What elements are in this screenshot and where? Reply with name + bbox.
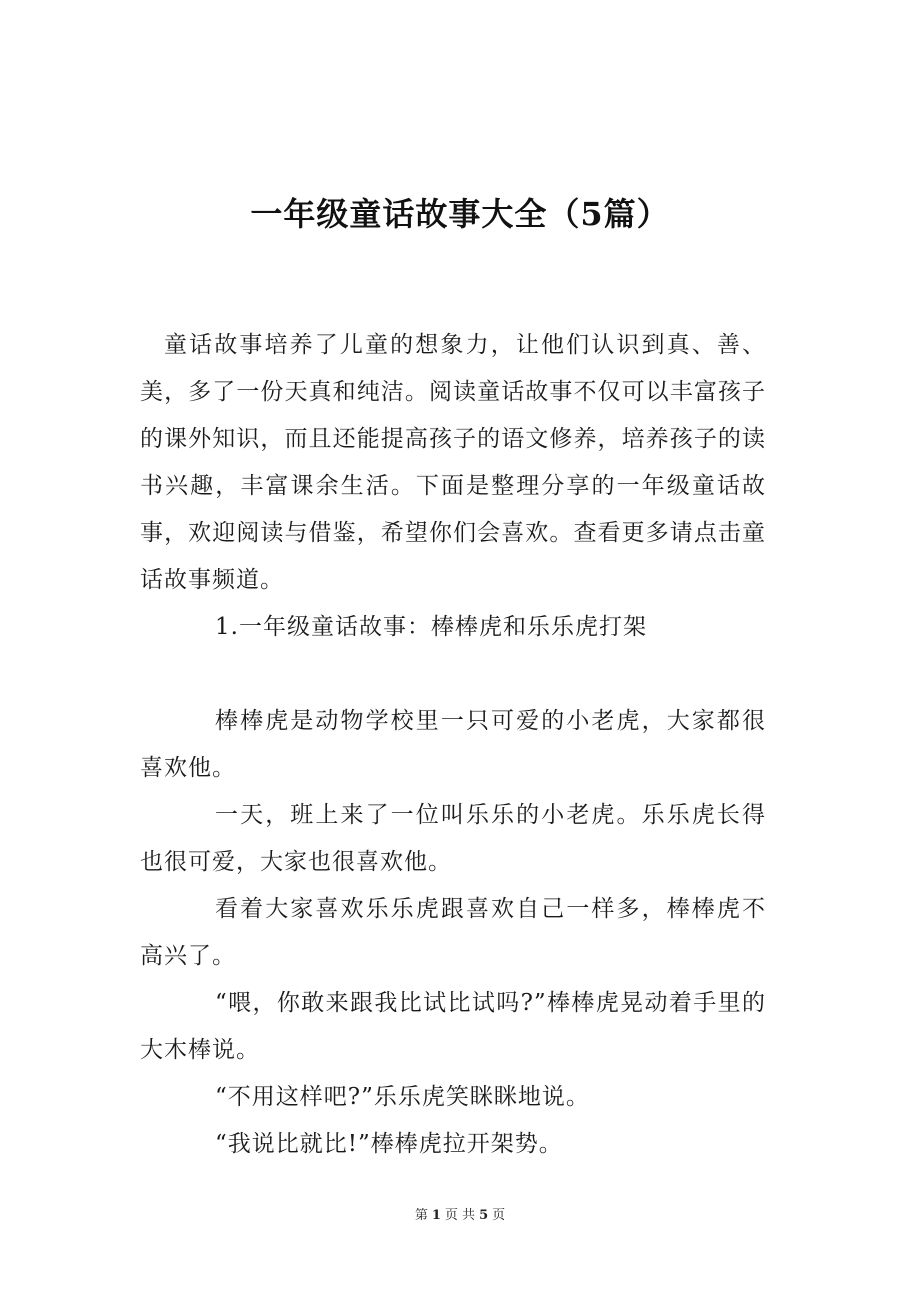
document-body	[140, 322, 766, 1168]
story-paragraph: 看着大家喜欢乐乐虎跟喜欢自己一样多，棒棒虎不高兴了。	[140, 896, 766, 969]
footer-suffix: 页	[492, 1208, 506, 1223]
story-paragraph: “我说比就比!”棒棒虎拉开架势。	[215, 1131, 563, 1157]
document-title: 一年级童话故事大全（5篇）	[250, 195, 670, 233]
blank-line	[140, 651, 766, 698]
footer-middle: 页 共	[444, 1208, 476, 1223]
footer-prefix: 第	[414, 1208, 428, 1223]
page-footer	[0, 1206, 920, 1226]
section-heading: 1.一年级童话故事：棒棒虎和乐乐虎打架	[215, 614, 647, 640]
intro-paragraph: 童话故事培养了儿童的想象力，让他们认识到真、善、美，多了一份天真和纯洁。阅读童话故事不仅可以丰富孩子的课外知识，而且还能提高孩子的语文修养，培养孩子的读书兴趣，丰富课余生活。下面是整理分享的一年级童话故事，欢迎阅读与借鉴，希望你们会喜欢。查看更多请点击童话故事频道。	[140, 332, 766, 593]
current-page-number: 1	[431, 1208, 441, 1223]
total-pages-number: 5	[479, 1208, 489, 1223]
story-paragraph: “喂，你敢来跟我比试比试吗?”棒棒虎晃动着手里的大木棒说。	[140, 990, 766, 1063]
story-paragraph: 棒棒虎是动物学校里一只可爱的小老虎，大家都很喜欢他。	[140, 708, 766, 781]
story-paragraph: “不用这样吧?”乐乐虎笑眯眯地说。	[215, 1084, 590, 1110]
story-paragraph: 一天，班上来了一位叫乐乐的小老虎。乐乐虎长得也很可爱，大家也很喜欢他。	[140, 802, 766, 875]
